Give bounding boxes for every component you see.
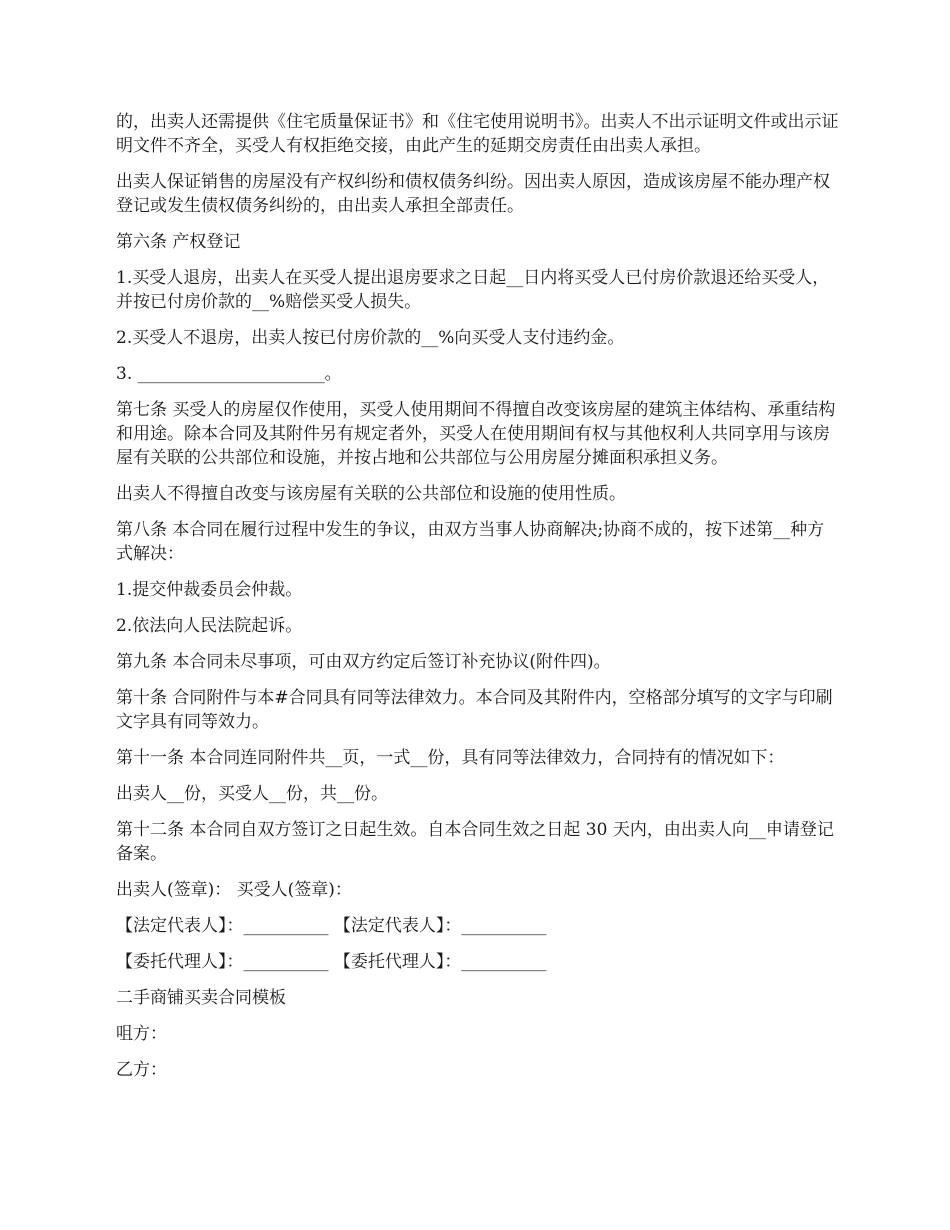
article-10: 第十条 合同附件与本#合同具有同等法律效力。本合同及其附件内，空格部分填写的文字与印刷文字具有同等效力。 [116, 688, 833, 732]
party-b-line: 乙方： [116, 1060, 167, 1080]
article-9: 第九条 本合同未尽事项，可由双方约定后签订补充协议(附件四)。 [116, 652, 611, 672]
paragraph-public-facilities: 出卖人不得擅自改变与该房屋有关联的公共部位和设施的使用性质。 [116, 484, 626, 504]
clause-6-3: 3. ______________________。 [116, 364, 342, 384]
template-title: 二手商铺买卖合同模板 [116, 988, 286, 1008]
article-8: 第八条 本合同在履行过程中发生的争议，由双方当事人协商解决;协商不成的，按下述第__种方式解决： [116, 520, 825, 564]
article-12: 第十二条 本合同自双方签订之日起生效。自本合同生效之日起 30 天内，由出卖人向__申请登记备案。 [116, 820, 834, 864]
clause-8-2: 2.依法向人民法院起诉。 [116, 616, 303, 636]
legal-representative-line: 【法定代表人】：__________ 【法定代表人】：__________ [116, 916, 547, 936]
document-page [116, 110, 840, 1094]
article-7: 第七条 买受人的房屋仅作使用，买受人使用期间不得擅自改变该房屋的建筑主体结构、承重结构和用途。除本合同及其附件另有规定者外，买受人在使用期间有权与其他权利人共同享用与该房屋有关联的公共部位和设施，并按占地和公共部位与公用房屋分摊面积承担义务。 [116, 400, 836, 468]
clause-8-1: 1.提交仲裁委员会仲裁。 [116, 580, 303, 600]
article-11: 第十一条 本合同连同附件共__页，一式__份，具有同等法律效力，合同持有的情况如下： [116, 748, 785, 768]
clause-6-1: 1.买受人退房，出卖人在买受人提出退房要求之日起__日内将买受人已付房价款退还给买受人，并按已付房价款的__%赔偿买受人损失。 [116, 268, 830, 312]
copies-line: 出卖人__份，买受人__份，共__份。 [116, 784, 388, 804]
party-a-line: 咀方： [116, 1024, 167, 1044]
paragraph-seller-guarantee: 出卖人保证销售的房屋没有产权纠纷和债权债务纠纷。因出卖人原因，造成该房屋不能办理产权登记或发生债权债务纠纷的，由出卖人承担全部责任。 [116, 172, 830, 216]
paragraph-handover-docs: 的，出卖人还需提供《住宅质量保证书》和《住宅使用说明书》。出卖人不出示证明文件或出示证明文件不齐全，买受人有权拒绝交接，由此产生的延期交房责任由出卖人承担。 [116, 112, 839, 156]
signature-line: 出卖人(签章)： 买受人(签章)： [116, 880, 352, 900]
authorized-agent-line: 【委托代理人】：__________ 【委托代理人】：__________ [116, 952, 547, 972]
clause-6-2: 2.买受人不退房，出卖人按已付房价款的__%向买受人支付违约金。 [116, 328, 625, 348]
heading-article-6: 第六条 产权登记 [116, 232, 241, 252]
